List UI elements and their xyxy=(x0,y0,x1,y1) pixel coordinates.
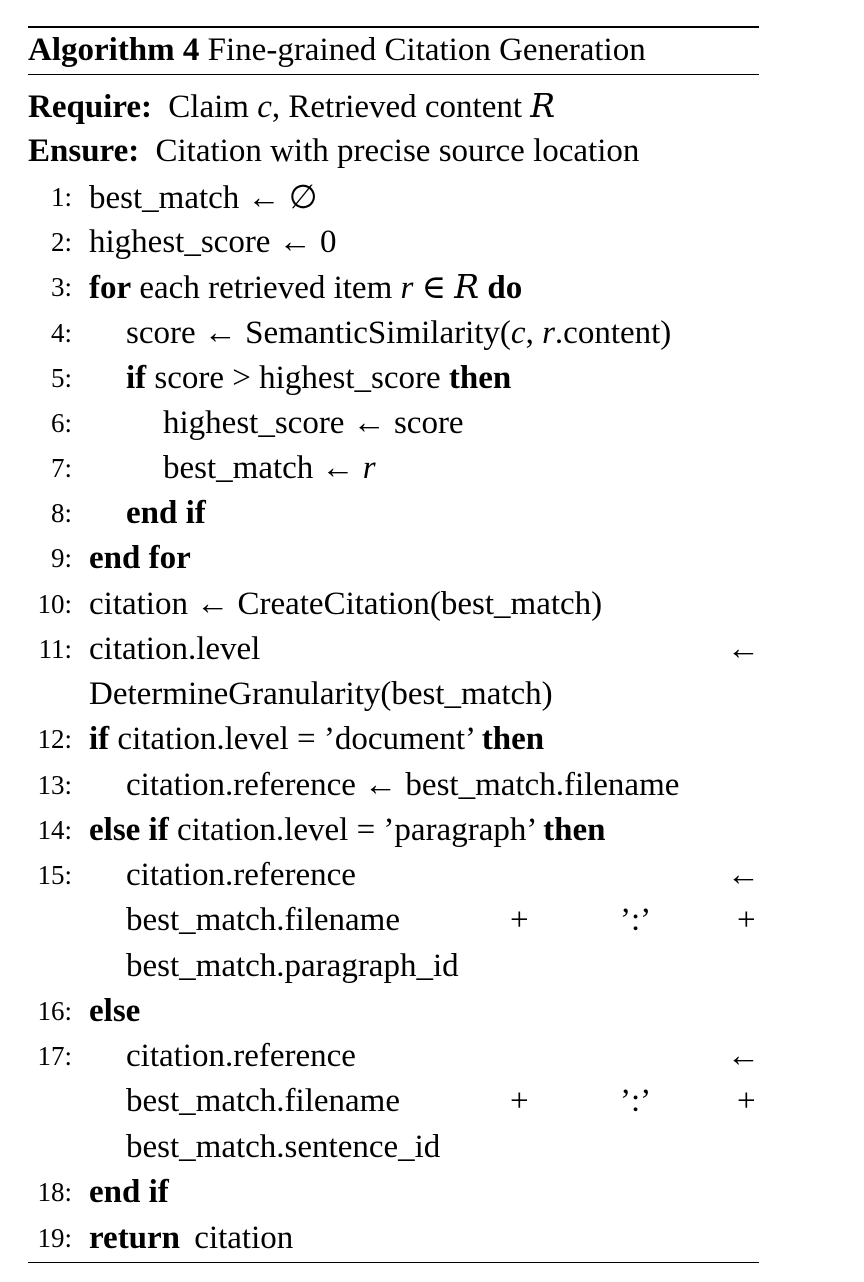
code-text: ∈ xyxy=(413,270,455,306)
line-number: 5: xyxy=(50,363,72,393)
assign-arrow: ← xyxy=(727,1038,760,1074)
line-number: 8: xyxy=(50,498,72,528)
code-line-4 xyxy=(126,313,671,353)
colon-literal: ’:’ xyxy=(620,1083,652,1119)
code-text: citation.level = ’document’ xyxy=(109,721,482,757)
code-line-11-cont: DetermineGranularity(best_match) xyxy=(89,676,553,712)
var-r: r xyxy=(542,315,555,351)
code-line-19 xyxy=(89,1218,293,1258)
code-text: each retrieved item xyxy=(131,270,401,306)
keyword-if: if xyxy=(126,360,147,396)
empty-set-symbol: ∅ xyxy=(288,177,318,216)
code-text: .content) xyxy=(554,315,672,351)
code-line-17-cont-2: best_match.sentence_id xyxy=(126,1129,441,1165)
code-text: citation xyxy=(194,1220,294,1256)
code-line-14 xyxy=(89,810,605,850)
code-text: score > highest_score xyxy=(146,360,449,396)
assign-arrow: ← xyxy=(727,631,760,667)
keyword-then: then xyxy=(448,360,512,396)
code-text: best_match ← xyxy=(163,450,363,486)
code-line-1 xyxy=(89,177,318,218)
code-line-12 xyxy=(89,719,544,759)
line-number: 3: xyxy=(50,272,72,302)
require-line xyxy=(28,86,555,127)
keyword-do: do xyxy=(479,270,523,306)
caption-rule xyxy=(28,74,759,75)
code-line-18: end if xyxy=(89,1174,169,1210)
plus-operator: + xyxy=(510,902,529,938)
require-label: Require: xyxy=(28,89,153,125)
plus-operator: + xyxy=(510,1083,529,1119)
claim-symbol: c xyxy=(257,89,272,125)
line-number: 19: xyxy=(37,1223,72,1253)
code-line-15-cont: best_match.filename xyxy=(126,902,400,938)
colon-literal: ’:’ xyxy=(620,902,652,938)
require-text-2: , Retrieved content xyxy=(271,89,531,125)
code-line-5 xyxy=(126,358,511,398)
code-line-16: else xyxy=(89,993,141,1029)
line-number: 18: xyxy=(37,1177,72,1207)
code-text: best_match ← xyxy=(89,180,289,216)
line-number: 9: xyxy=(50,543,72,573)
code-line-17-cont: best_match.filename xyxy=(126,1083,400,1119)
plus-operator: + xyxy=(737,1083,756,1119)
retrieved-set-symbol: R xyxy=(530,86,556,125)
line-number: 1: xyxy=(50,182,72,212)
code-line-15: citation.reference xyxy=(126,857,356,893)
code-line-13: citation.reference ← best_match.filename xyxy=(126,767,680,803)
algorithm-label: Algorithm 4 xyxy=(28,32,200,68)
ensure-line xyxy=(28,131,639,171)
algorithm-title: Fine-grained Citation Generation xyxy=(207,32,646,68)
code-line-8: end if xyxy=(126,495,206,531)
var-c: c xyxy=(510,315,526,351)
keyword-then: then xyxy=(481,721,545,757)
code-line-6: highest_score ← score xyxy=(163,405,464,441)
line-number: 16: xyxy=(37,996,72,1026)
top-rule xyxy=(28,26,759,28)
line-number: 2: xyxy=(50,227,72,257)
code-text: citation.level = ’paragraph’ xyxy=(168,812,544,848)
var-r: r xyxy=(362,450,376,486)
keyword-return: return xyxy=(89,1220,181,1256)
keyword-for: for xyxy=(89,270,132,306)
line-number: 10: xyxy=(37,589,72,619)
code-text: , xyxy=(525,315,543,351)
code-line-2: highest_score ← 0 xyxy=(89,224,337,260)
code-line-11: citation.level xyxy=(89,631,261,667)
code-line-9: end for xyxy=(89,540,191,576)
line-number: 13: xyxy=(37,770,72,800)
code-text: score ← SemanticSimilarity( xyxy=(126,315,511,351)
line-number: 7: xyxy=(50,453,72,483)
bottom-rule xyxy=(28,1262,759,1263)
line-number: 6: xyxy=(50,408,72,438)
var-r: r xyxy=(400,270,414,306)
ensure-label: Ensure: xyxy=(28,133,140,169)
retrieved-set-symbol: R xyxy=(454,267,480,306)
line-number: 12: xyxy=(37,724,72,754)
line-number: 14: xyxy=(37,815,72,845)
code-line-7 xyxy=(163,448,376,488)
code-line-3 xyxy=(89,267,522,308)
code-line-15-cont-2: best_match.paragraph_id xyxy=(126,948,459,984)
code-line-17: citation.reference xyxy=(126,1038,356,1074)
line-number: 4: xyxy=(50,318,72,348)
line-number: 17: xyxy=(37,1041,72,1071)
line-number: 15: xyxy=(37,860,72,890)
require-text: Claim xyxy=(168,89,258,125)
keyword-else-if: else if xyxy=(89,812,169,848)
code-line-10: citation ← CreateCitation(best_match) xyxy=(89,586,603,622)
algorithm-caption xyxy=(28,30,646,70)
plus-operator: + xyxy=(737,902,756,938)
keyword-if: if xyxy=(89,721,110,757)
keyword-then: then xyxy=(543,812,606,848)
assign-arrow: ← xyxy=(727,857,760,893)
ensure-text: Citation with precise source location xyxy=(155,133,640,169)
line-number: 11: xyxy=(38,634,72,664)
